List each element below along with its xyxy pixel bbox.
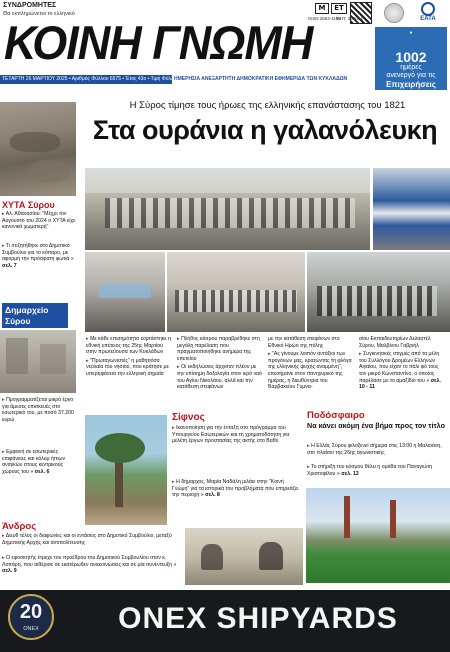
masthead [0,0,450,89]
bullet-icon: ▸ [2,243,5,249]
lead-col-4-item-1: σίου Εκπαιδευτηρίων Δελαστέλ Σύρου, Μαλβίνου Γαβριήλ [359,336,431,349]
badge-m: M [315,3,329,14]
onex-badge [8,594,54,640]
lead-col-4-item-2: ▸ Συγκινητικές στιγμές από τα μέλη του Συλλόγου Δρομέων Ελλήνων Αιγαίου, που είχαν το πάλι φό τους τον μικρό Κωνσταντίνο, ο οποίος παρέλασε με το αμαξίδιο του » σελ. 10 - 11 [359,351,441,391]
lead-col-3 [268,336,354,391]
paper-title: ΚΟΙΝΗ ΓΝΩΜΗ [4,15,313,70]
parade-photo-bottom-2 [167,252,305,332]
andros-ref[interactable]: » σελ. 9 [2,561,177,575]
eata-logo [410,2,446,24]
bullet-icon: ▸ [2,533,5,539]
stadium-photo [306,488,450,583]
onex-ad[interactable] [0,590,450,652]
lead-col-1-item-1: ▸ Με κάθε επισημότητα εορτάστηκε η εθνική επέτειος της 25ης Μαρτίου στην πρωτεύουσα των Κυκλάδων [86,336,172,356]
bullet-icon: ▸ [86,357,89,364]
town-hall-photo [0,330,76,393]
sifnos-ref[interactable]: » σελ. 8 [200,492,220,499]
mhte-label: ΜΗΤ. 230014 [336,16,363,21]
bullet-icon: ▸ [268,351,271,358]
bullet-icon: ▸ [86,336,89,342]
subscriptions-label: ΣΥΝΔΡΟΜΗΤΕΣ [3,2,57,9]
sifnos-title: Σίφνος [172,412,205,423]
eata-icon [421,2,435,16]
football-item-2: ▸ Το στήριξη του κόσμου θέλει η ομάδα του Παναγιώτη Χριστοφίλου » σελ. 12 [307,464,433,477]
dimarxeio-title: Δημαρχείο Σύρου [2,303,68,328]
parade-photo-main [85,168,370,250]
lead-col-2-item-1: ▸ Πλήθος κόσμου παραβρέθηκε στη μεγάλη παρέλαση που πραγματοποιήθηκε ανήμερα της επετείου [177,336,260,362]
football-ref[interactable]: » σελ. 12 [336,470,359,477]
xyta-ref[interactable]: » σελ. 7 [2,256,74,269]
tagline: ΗΜΕΡΗΣΙΑ ΑΝΕΞΑΡΤΗΤΗ ΔΗΜΟΚΡΑΤΙΚΗ ΕΦΗΜΕΡΙΔΑ ΤΩΝ ΚΥΚΛΑΔΩΝ [174,76,348,82]
parade-photo-bottom-3 [307,252,450,332]
bullet-icon: ▸ [172,425,175,431]
lead-col-1-item-2: ▸ "Πρωταγωνιστές" η μαθητιόσα νεολαία του νησιού, που κράτησε με υπερηφάνεια την ελληνική σημαία [86,357,169,377]
promo-line3: Επιχειρήσεις [386,80,436,89]
football-title: Ποδόσφαιρο [307,410,365,421]
lead-col-3-item-1: με την κατάθεση στεφάνων στο Εθνικό Ηρώο της πόλης [268,336,340,349]
lead-col-2-item-2: ▸ Οι εκδηλώσεις άρχισαν πλέον με την επίσημη δοξολογία στον ιερό ναό του Αγίου Νικολάου, αλλά και την κατάθεση στεφάνων [177,364,263,391]
andros-title: Άνδρος [2,521,37,532]
dimarxeio-text-2: ▸ Εμφανή σε εσωτερικές επιφάνειες και κόλυμ ήπιων αναγκών στους κεντρικούς χώρους του » σελ. 6 [2,449,66,475]
bullet-icon: ▸ [307,464,310,470]
seal-icon [384,3,404,23]
promo-number: 1002 [395,49,427,65]
lead-col-2 [177,336,263,391]
badge-et: ET [331,3,347,14]
football-item-1: ▸ Η Ελλάς Σύρου φιλοξενεί σήμερα στις 13:00 η Μαλαιάνη, στο πλαίσιο της 26ης αγωνιστικής [307,443,442,456]
xyta-item-1: ▸ Αλ. Αθανασίου: "Μέχρι τον Αύγουστο του 2024 ο ΧΥΤΑ είχε κανονικά χωματερή" [2,211,76,231]
eata-label: ΕΑΤΑ [420,16,436,22]
football-headline: Να κάνει ακόμη ένα βήμα προς τον τίτλο [307,421,445,430]
bullet-icon: ▸ [177,336,180,342]
sifnos-item-2: ▸ Η δήμαρχος, Μαρία Ναδάλη μιλάει στην "Κοινή Γνώμη" για τα ιστορικά του προβλήματα που επηρεάζει την περιοχή » σελ. 8 [172,479,299,499]
promo-line2: ανενεργό για τις [386,72,436,79]
xyta-item-2: ▸ Τι συζητήθηκε στο Δημοτικό Συμβούλιο για το κόπαρο, με αφορμή την πρόσφατη φωτιά » σελ. 7 [2,243,74,269]
lead-col-3-item-2: ▸ "Ας γίνουμε λοιπόν αντάξιοι των προγόνων μας, κρατώντας τη φλόγα της ελληνικής ψυχής αναμμένη", επεσήμανε στον πανηγυρικό της ημέρας, η διευθύντρια του Βαρβακείου Γυμνα- [268,351,352,391]
andros-item-2: ▸ Ο εφοσκητής έτρεχε του προέδρου του Δημοτικού Συμβουλίου στον κ. Λοπάρη, που αιθέρισε σε εκατέρωθεν ανακοινώσεις και σε μία συνέντευξη » σελ. 9 [2,555,177,575]
subscriptions-sub: Θα εκπληρώνεται το ελληνικό [3,11,75,17]
lead-kicker: Η Σύρος τίμησε τους ήρωες της ελληνικής επανάστασης του 1821 [129,100,406,111]
bullet-icon: ▸ [2,555,5,561]
bullet-icon: ▸ [2,449,5,455]
promo-line1: ημέρες [400,64,422,71]
onex-badge-sub: ONEX [23,626,39,632]
lead-ref[interactable]: » σελ. 10 - 11 [359,377,441,391]
onex-badge-number: 20 [19,601,43,623]
promo-box [375,27,447,90]
parade-photo-bottom-1 [85,252,165,332]
bullet-icon: ▸ [359,351,362,358]
bullet-icon: ▸ [307,443,310,449]
landfill-photo [0,102,76,196]
lead-headline: Στα ουράνια η γαλανόλευκη [92,115,438,145]
lead-col-4 [359,336,447,391]
bullet-icon: ▸ [2,211,5,217]
sifnos-item-1: ▸ Ικανοποίηση για την ένταξη στο πρόγραμμα του Υπουργείου Εσωτερικών και τη χρηματοδότηση για μελέτη έργων προστασίας της ακτής στο Βαθύ [172,425,290,445]
bullet-icon: ▸ [177,364,180,371]
council-photo [185,528,303,585]
dimarxeio-text: ▸ Προγραμματίζεται μικρό έργο για άμεσες επισκευές στο εσωτερικό του, με ποσό 37.200 ευρώ [2,397,74,423]
issn-label: ISSN 2653-1106 [308,16,341,21]
parade-photo-flags [373,168,450,250]
sifnos-photo [85,415,167,525]
bullet-icon: ▸ [2,397,5,403]
info-bar: ΤΕΤΑΡΤΗ 26 ΜΑΡΤΙΟΥ 2025 • Αριθμός Φύλλου 6575 • Έτος 43ο • Τιμή Φύλλου 0,50€ [2,76,193,82]
xyta-title: ΧΥΤΑ Σύρου [2,200,55,210]
dimarxeio-ref[interactable]: » σελ. 6 [30,468,50,475]
lead-col-1 [86,336,172,378]
andros-item-1: ▸ Διευθ τέλος οι διαφωνίες και οι εντάσεις στο Δημοτικό Συμβούλιο, μεταξύ Δημοτικής Αρχής και αντιπολίτευσης [2,533,172,546]
bullet-icon: ▸ [172,479,175,485]
onex-ad-text: ONEX SHIPYARDS [118,602,398,635]
promo-org: ● [409,30,413,36]
